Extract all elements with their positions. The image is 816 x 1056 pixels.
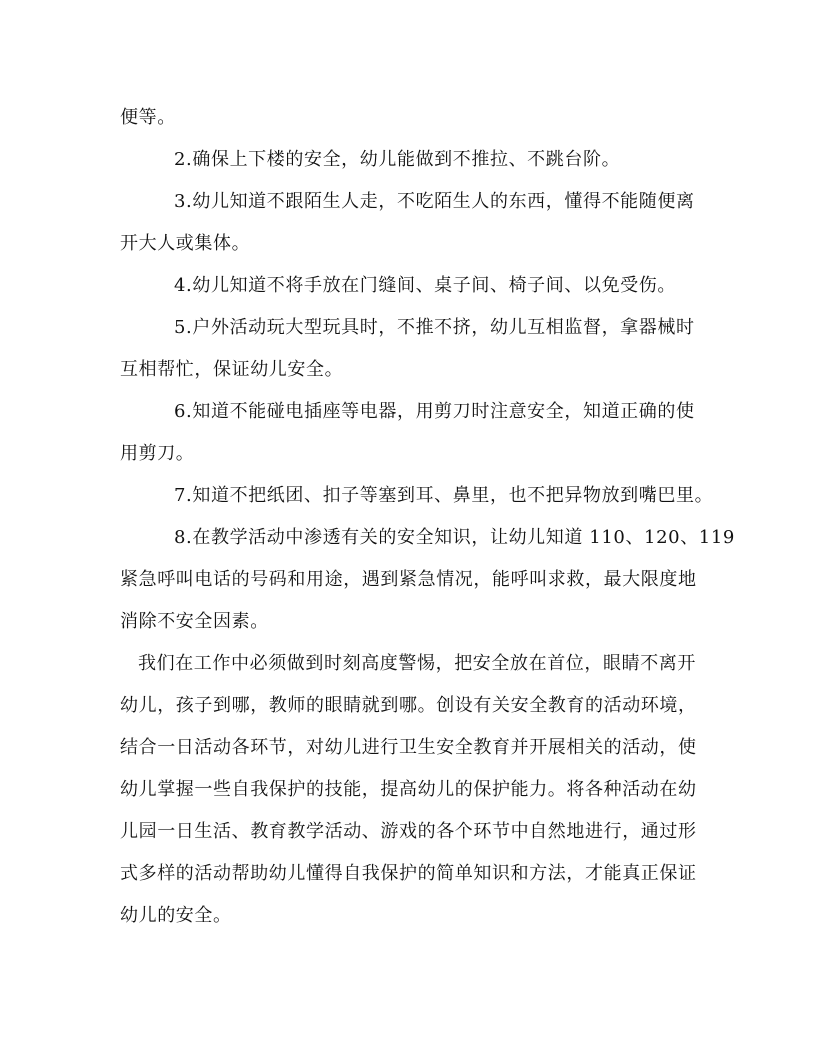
conclusion-line-4: 幼儿掌握一些自我保护的技能，提高幼儿的保护能力。将各种活动在幼: [120, 779, 697, 800]
list-item-2: 2.确保上下楼的安全，幼儿能做到不推拉、不跳台阶。: [174, 149, 621, 170]
list-item-4: 4.幼儿知道不将手放在门缝间、桌子间、椅子间、以免受伤。: [174, 275, 676, 296]
conclusion-line-6: 式多样的活动帮助幼儿懂得自我保护的简单知识和方法，才能真正保证: [120, 863, 697, 884]
list-item-8-continued-1: 紧急呼叫电话的号码和用途，遇到紧急情况，能呼叫求救，最大限度地: [120, 569, 697, 590]
conclusion-line-5: 儿园一日生活、教育教学活动、游戏的各个环节中自然地进行，通过形: [120, 821, 697, 842]
list-item-6-continued: 用剪刀。: [120, 443, 195, 464]
list-item-3-continued: 开大人或集体。: [120, 233, 251, 254]
list-item-5-continued: 互相帮忙，保证幼儿安全。: [120, 359, 344, 380]
list-item-8: 8.在教学活动中渗透有关的安全知识，让幼儿知道 110、120、119: [174, 527, 735, 548]
list-item-8-continued-2: 消除不安全因素。: [120, 611, 269, 632]
list-item-6: 6.知道不能碰电插座等电器，用剪刀时注意安全，知道正确的使: [174, 401, 695, 422]
conclusion-line-3: 结合一日活动各环节，对幼儿进行卫生安全教育并开展相关的活动，使: [120, 737, 697, 758]
conclusion-line-2: 幼儿，孩子到哪，教师的眼睛就到哪。创设有关安全教育的活动环境，: [120, 695, 697, 716]
conclusion-line-7: 幼儿的安全。: [120, 905, 232, 926]
continuation-text: 便等。: [120, 107, 176, 128]
conclusion-line-1: 我们在工作中必须做到时刻高度警惕，把安全放在首位，眼睛不离开: [138, 653, 696, 674]
list-item-5: 5.户外活动玩大型玩具时，不推不挤，幼儿互相监督，拿器械时: [174, 317, 695, 338]
list-item-7: 7.知道不把纸团、扣子等塞到耳、鼻里，也不把异物放到嘴巴里。: [174, 485, 714, 506]
list-item-3: 3.幼儿知道不跟陌生人走，不吃陌生人的东西，懂得不能随便离: [174, 191, 695, 212]
